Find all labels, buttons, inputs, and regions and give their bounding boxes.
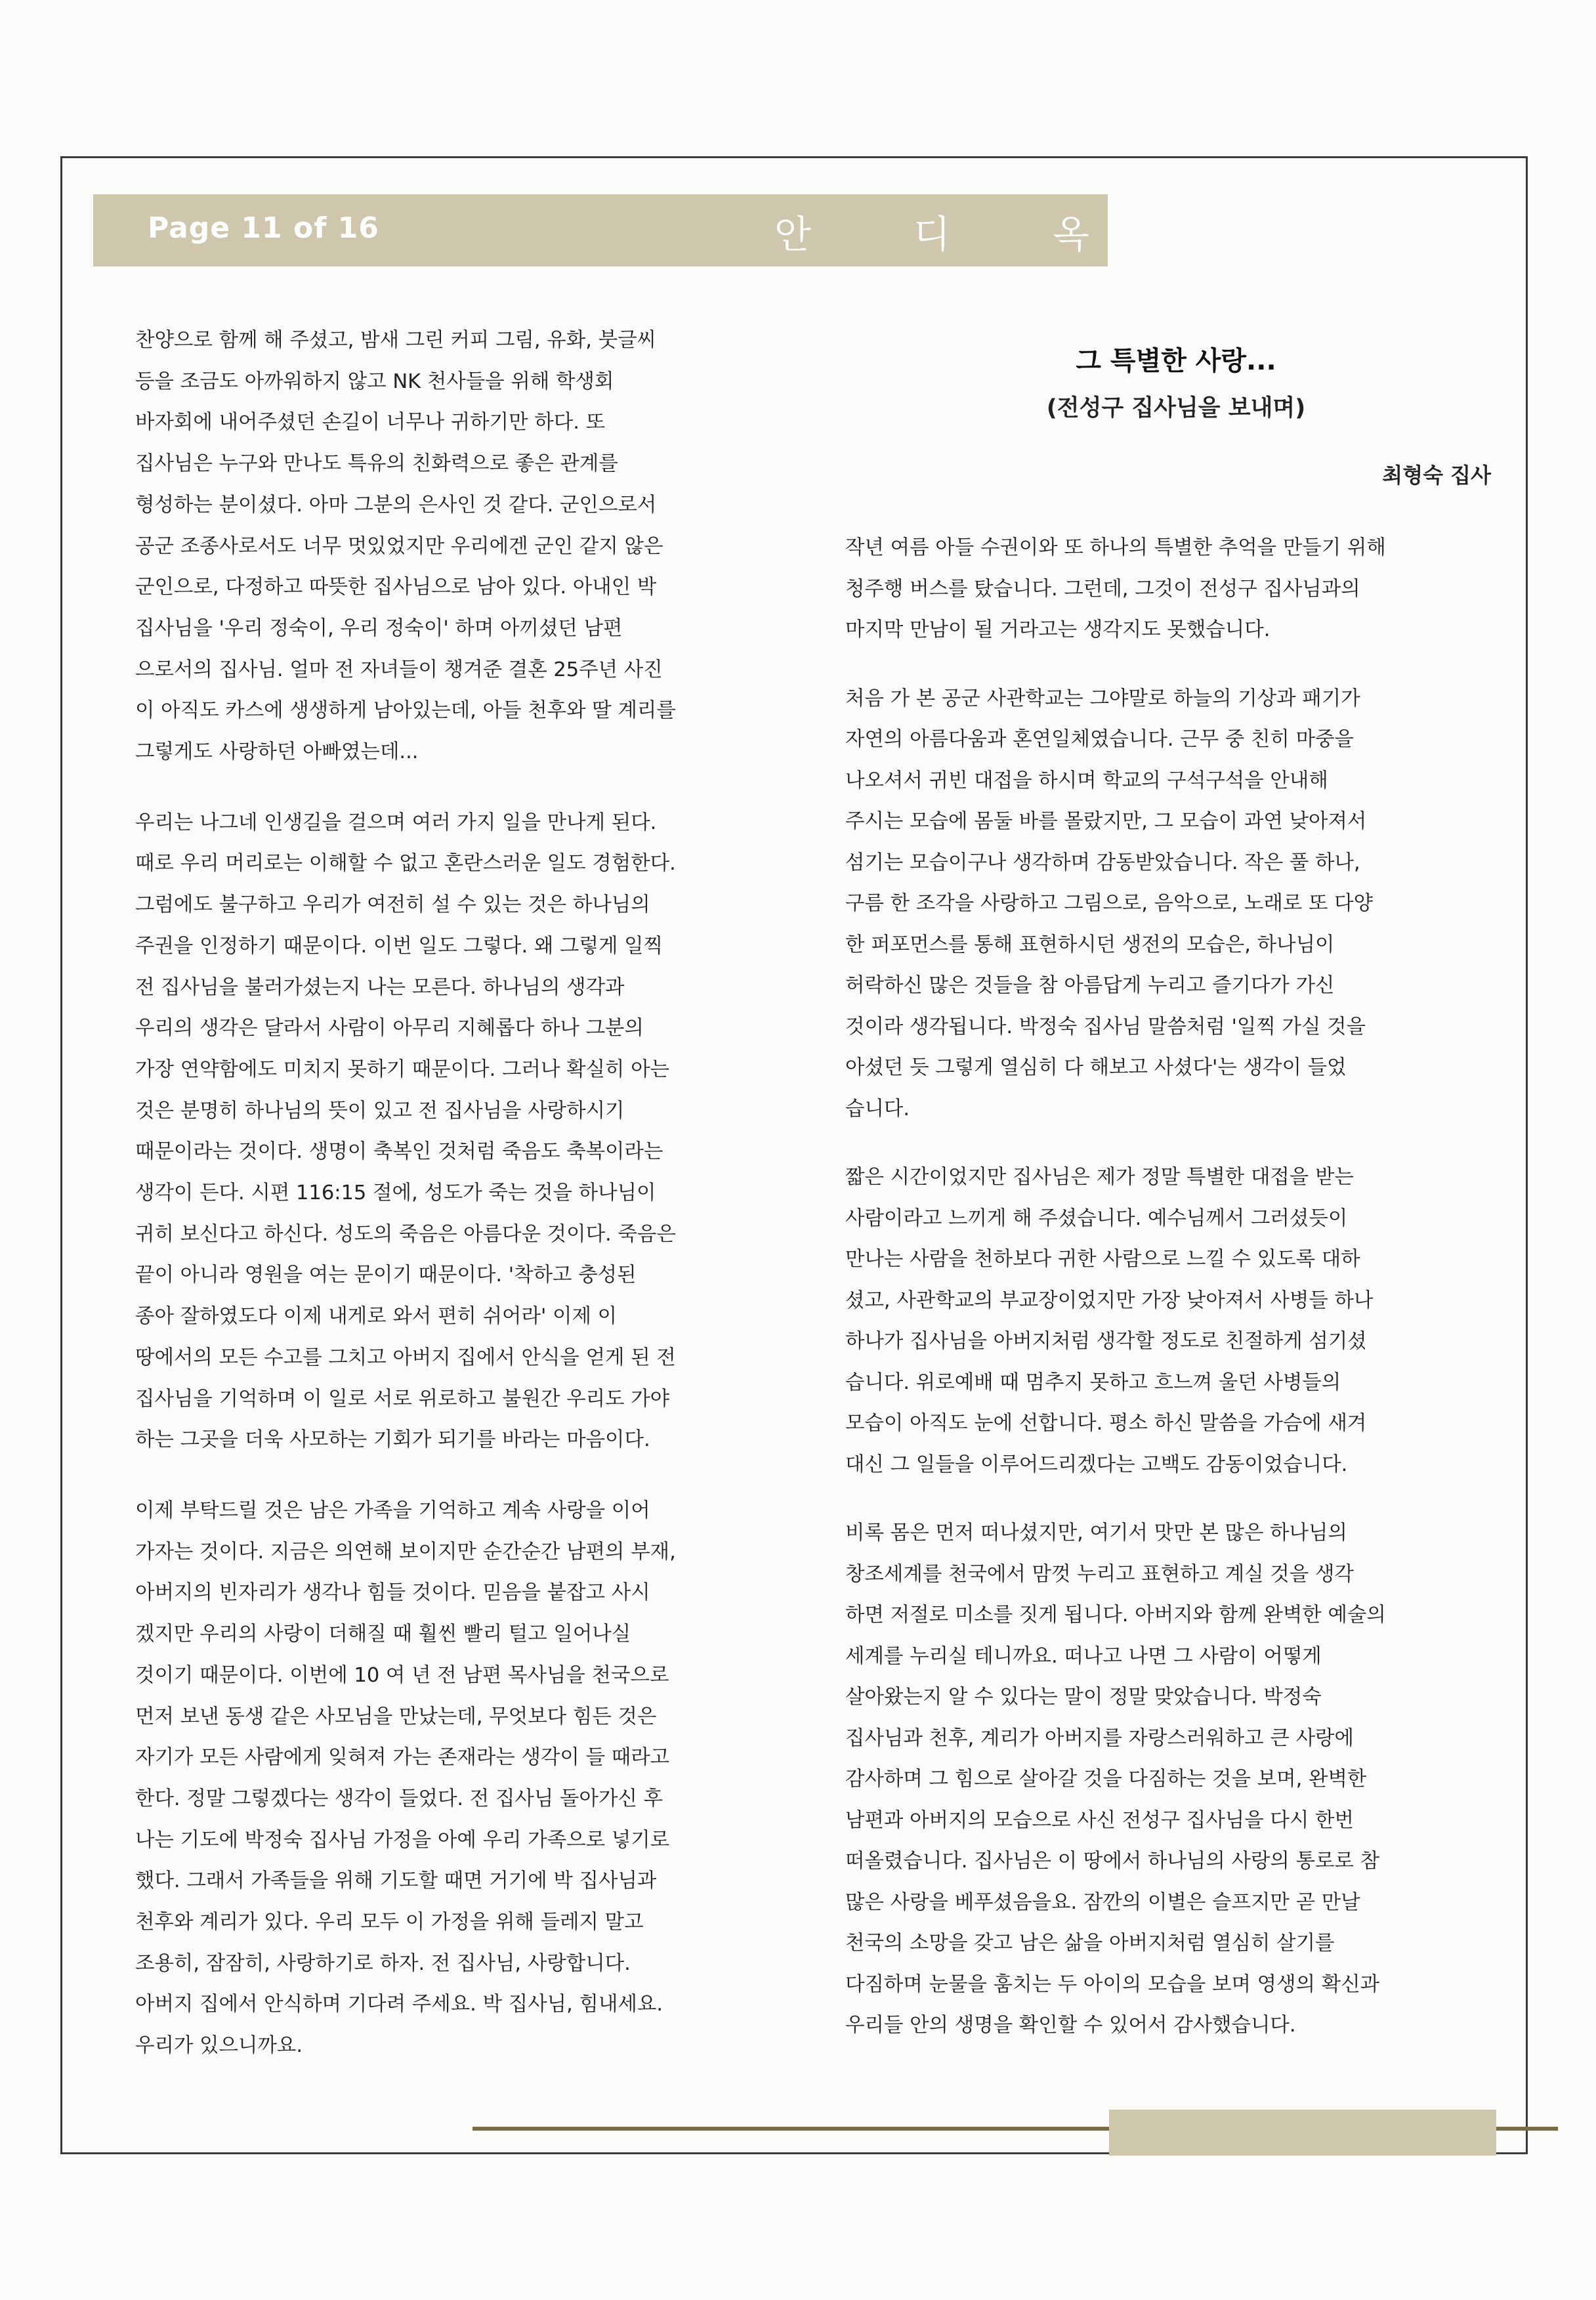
text-line: 마지막 만남이 될 거라고는 생각지도 못했습니다. [845,618,1270,641]
paragraph [845,679,1507,1130]
text-line: 그럼에도 불구하고 우리가 여전히 설 수 있는 것은 하나님의 [135,893,650,917]
text-line: 다짐하며 눈물을 훔치는 두 아이의 모습을 보며 영생의 확신과 [845,1972,1380,1996]
text-line: 공군 조종사로서도 너무 멋있었지만 우리에겐 군인 같지 않은 [135,534,663,558]
paragraph [135,1491,798,2067]
text-line: 사람이라고 느끼게 해 주셨습니다. 예수님께서 그러셨듯이 [845,1206,1348,1230]
text-line: 바자회에 내어주셨던 손길이 너무나 귀하기만 하다. 또 [135,411,606,435]
text-line: 때문이라는 것이다. 생명이 축복인 것처럼 죽음도 축복이라는 [135,1140,663,1164]
text-line: 먼저 보낸 동생 같은 사모님을 만났는데, 무엇보다 힘든 것은 [135,1705,657,1728]
text-line: 만나는 사람을 천하보다 귀한 사람으로 느낄 수 있도록 대하 [845,1248,1360,1271]
text-line: 많은 사랑을 베푸셨음을요. 잠깐의 이별은 슬프지만 곧 만날 [845,1890,1360,1914]
text-line: 조용히, 잠잠히, 사랑하기로 하자. 전 집사님, 사랑합니다. [135,1951,631,1975]
masthead-char: 디 [913,212,951,257]
masthead-char: 옥 [1052,212,1089,257]
text-line: 주시는 모습에 몸둘 바를 몰랐지만, 그 모습이 과연 낮아져서 [845,810,1367,833]
text-line: 작년 여름 아들 수권이와 또 하나의 특별한 추억을 만들기 위해 [845,536,1386,559]
text-line: 종아 잘하였도다 이제 내게로 와서 편히 쉬어라' 이제 이 [135,1305,618,1329]
footer-block [1109,2110,1496,2156]
text-line: 땅에서의 모든 수고를 그치고 아버지 집에서 안식을 얻게 된 전 [135,1346,676,1369]
text-line: 집사님은 누구와 만나도 특유의 친화력으로 좋은 관계를 [135,452,618,476]
text-line: 습니다. [845,1097,910,1120]
text-line: 천후와 계리가 있다. 우리 모두 이 가정을 위해 들레지 말고 [135,1911,644,1934]
text-line: 떠올렸습니다. 집사님은 이 땅에서 하나님의 사랑의 통로로 참 [845,1850,1380,1873]
paragraph [135,320,798,773]
text-line: 찬양으로 함께 해 주셨고, 밤새 그린 커피 그림, 유화, 붓글씨 [135,329,656,352]
text-line: 이 아직도 카스에 생생하게 남아있는데, 아들 천후와 딸 계리를 [135,699,676,723]
text-line: 구름 한 조각을 사랑하고 그림으로, 음악으로, 노래로 또 다양 [845,892,1374,915]
paragraph [135,803,798,1461]
text-line: 하나가 집사님을 아버지처럼 생각할 정도로 친절하게 섬기셨 [845,1330,1367,1353]
text-line: 처음 가 본 공군 사관학교는 그야말로 하늘의 기상과 패기가 [845,687,1360,710]
text-line: 우리는 나그네 인생길을 걸으며 여러 가지 일을 만나게 된다. [135,811,657,834]
text-line: 형성하는 분이셨다. 아마 그분의 은사인 것 같다. 군인으로서 [135,493,657,517]
text-line: 천국의 소망을 갖고 남은 삶을 아버지처럼 열심히 살기를 [845,1932,1335,1955]
paragraph [845,1157,1507,1485]
article-subtitle: (전성구 집사님을 보내며) [1046,395,1306,421]
text-line: 가장 연약함에도 미치지 못하기 때문이다. 그러나 확실히 아는 [135,1057,670,1081]
article-author: 최형숙 집사 [1382,463,1491,488]
text-line: 주권을 인정하기 때문이다. 이번 일도 그렇다. 왜 그렇게 일찍 [135,934,663,958]
text-line: 으로서의 집사님. 얼마 전 자녀들이 챙겨준 결혼 25주년 사진 [135,658,663,681]
text-line: 우리의 생각은 달라서 사람이 아무리 지혜롭다 하나 그분의 [135,1017,644,1040]
text-line: 우리가 있으니까요. [135,2034,303,2058]
text-line: 섬기는 모습이구나 생각하며 감동받았습니다. 작은 풀 하나, [845,851,1360,874]
text-line: 나는 기도에 박정숙 집사님 가정을 아예 우리 가족으로 넣기로 [135,1828,670,1852]
text-line: 아셨던 듯 그렇게 열심히 다 해보고 사셨다'는 생각이 들었 [845,1056,1347,1079]
text-line: 했다. 그래서 가족들을 위해 기도할 때면 거기에 박 집사님과 [135,1869,657,1893]
text-line: 전 집사님을 불러가셨는지 나는 모른다. 하나님의 생각과 [135,975,625,999]
text-line: 집사님을 기억하며 이 일로 서로 위로하고 불원간 우리도 가야 [135,1387,670,1411]
text-line: 모습이 아직도 눈에 선합니다. 평소 하신 말씀을 가슴에 새겨 [845,1412,1367,1435]
text-line: 때로 우리 머리로는 이해할 수 없고 혼란스러운 일도 경험한다. [135,852,676,876]
text-line: 그렇게도 사랑하던 아빠였는데... [135,740,419,764]
text-line: 살아왔는지 알 수 있다는 말이 정말 맞았습니다. 박정숙 [845,1686,1322,1709]
text-line: 한다. 정말 그렇겠다는 생각이 들었다. 전 집사님 돌아가신 후 [135,1787,663,1810]
text-line: 아버지 집에서 안식하며 기다려 주세요. 박 집사님, 힘내세요. [135,1993,663,2016]
paragraph [845,1513,1507,2047]
page-number: Page 11 of 16 [148,211,379,245]
text-line: 남편과 아버지의 모습으로 사신 전성구 집사님을 다시 한번 [845,1808,1354,1832]
text-line: 자기가 모든 사람에게 잊혀져 가는 존재라는 생각이 들 때라고 [135,1746,670,1770]
text-line: 것은 분명히 하나님의 뜻이 있고 전 집사님을 사랑하시기 [135,1099,625,1122]
text-line: 대신 그 일들을 이루어드리겠다는 고백도 감동이었습니다. [845,1453,1348,1476]
text-line: 하는 그곳을 더욱 사모하는 기회가 되기를 바라는 마음이다. [135,1428,650,1452]
text-line: 창조세계를 천국에서 맘껏 누리고 표현하고 계실 것을 생각 [845,1562,1354,1586]
text-line: 것이라 생각됩니다. 박정숙 집사님 말씀처럼 '일찍 가실 것을 [845,1015,1366,1038]
text-line: 가자는 것이다. 지금은 의연해 보이지만 순간순간 남편의 부재, [135,1540,676,1564]
text-line: 겠지만 우리의 사랑이 더해질 때 훨씬 빨리 털고 일어나실 [135,1623,631,1646]
text-line: 청주행 버스를 탔습니다. 그런데, 그것이 전성구 집사님과의 [845,577,1360,601]
text-line: 우리들 안의 생명을 확인할 수 있어서 감사했습니다. [845,2014,1296,2037]
text-line: 나오셔서 귀빈 대접을 하시며 학교의 구석구석을 안내해 [845,769,1328,792]
text-line: 자연의 아름다움과 혼연일체였습니다. 근무 중 친히 마중을 [845,728,1354,751]
paragraph [845,528,1507,651]
text-line: 한 퍼포먼스를 통해 표현하시던 생전의 모습은, 하나님이 [845,933,1335,956]
right-column [845,341,1507,2074]
text-line: 비록 몸은 먼저 떠나셨지만, 여기서 맛만 본 많은 하나님의 [845,1522,1347,1544]
text-line: 감사하며 그 힘으로 살아갈 것을 다짐하는 것을 보며, 완벽한 [845,1768,1367,1791]
text-line: 셨고, 사관학교의 부교장이었지만 가장 낮아져서 사병들 하나 [845,1288,1374,1312]
text-line: 집사님과 천후, 계리가 아버지를 자랑스러워하고 큰 사랑에 [845,1726,1354,1750]
text-line: 귀히 보신다고 하신다. 성도의 죽음은 아름다운 것이다. 죽음은 [135,1222,676,1246]
text-line: 습니다. 위로예배 때 멈추지 못하고 흐느껴 울던 사병들의 [845,1371,1341,1394]
article-body [845,528,1507,2047]
text-line: 아버지의 빈자리가 생각나 힘들 것이다. 믿음을 붙잡고 사시 [135,1581,650,1605]
text-line: 등을 조금도 아까워하지 않고 NK 천사들을 위해 학생회 [135,370,614,393]
left-column [135,320,798,2097]
text-line: 것이기 때문이다. 이번에 10 여 년 전 남편 목사님을 천국으로 [135,1663,669,1687]
masthead-char: 안 [774,212,812,257]
text-line: 군인으로, 다정하고 따뜻한 집사님으로 남아 있다. 아내인 박 [135,576,657,599]
text-line: 짧은 시간이었지만 집사님은 제가 정말 특별한 대접을 받는 [845,1166,1354,1189]
text-line: 끝이 아니라 영원을 여는 문이기 때문이다. '착하고 충성된 [135,1264,637,1287]
text-line: 허락하신 많은 것들을 참 아름답게 누리고 즐기다가 가신 [845,974,1335,997]
text-line: 이제 부탁드릴 것은 남은 가족을 기억하고 계속 사랑을 이어 [135,1499,650,1522]
masthead-title [774,203,1089,259]
article-title: 그 특별한 사랑... [1076,346,1276,376]
text-line: 집사님을 '우리 정숙이, 우리 정숙이' 하며 아끼셨던 남편 [135,616,623,640]
text-line: 생각이 든다. 시편 116:15 절에, 성도가 죽는 것을 하나님이 [135,1182,656,1205]
text-line: 세계를 누리실 테니까요. 떠나고 나면 그 사람이 어떻게 [845,1644,1322,1668]
text-line: 하면 저절로 미소를 짓게 됩니다. 아버지와 함께 완벽한 예술의 [845,1604,1386,1627]
